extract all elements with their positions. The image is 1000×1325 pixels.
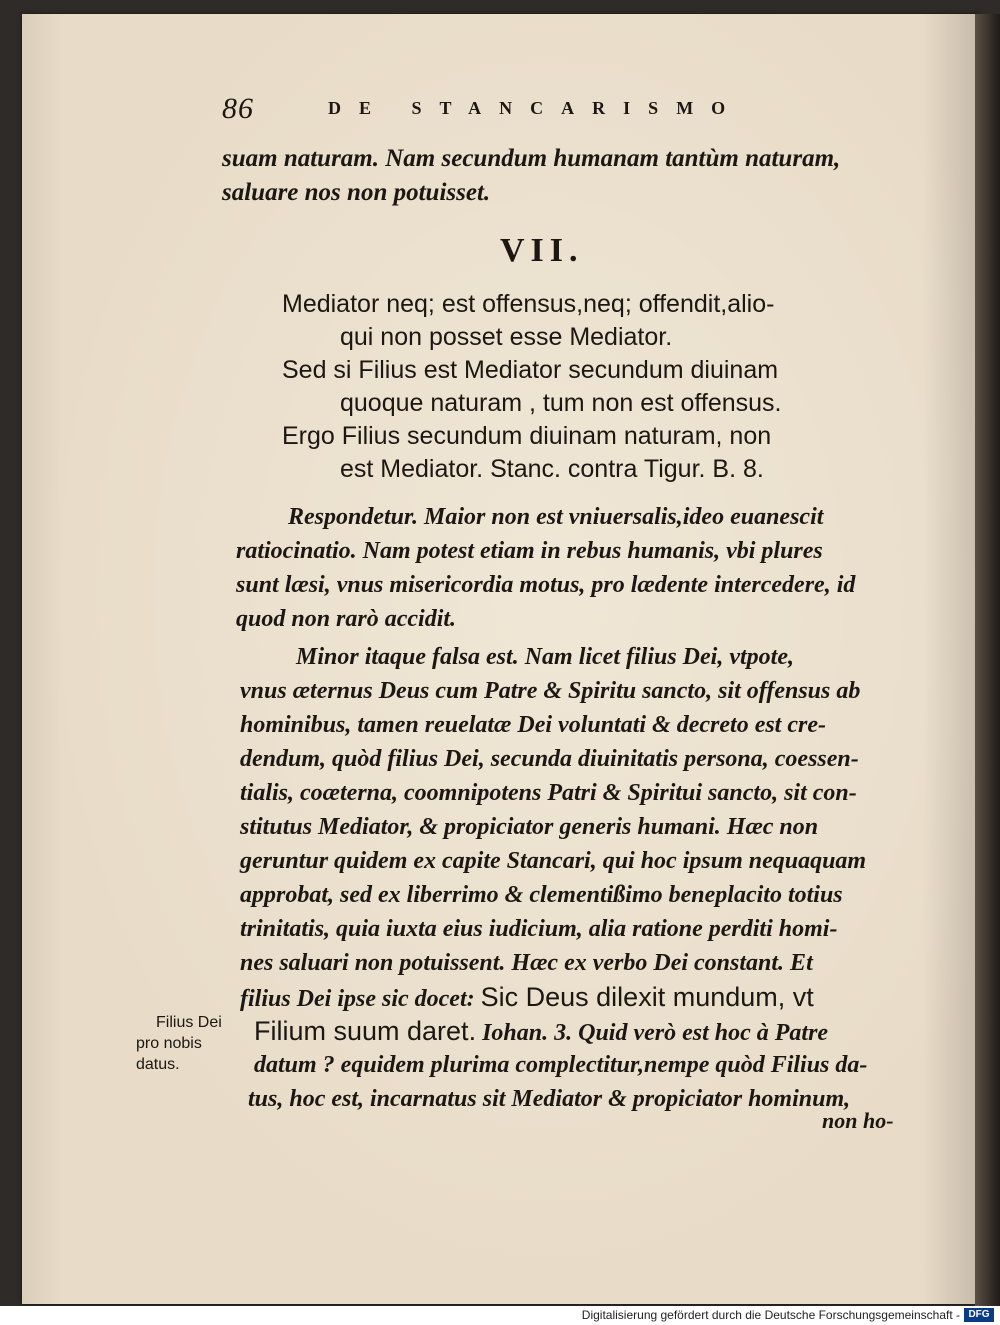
text-line: Respondetur. Maior non est vniuersalis,ideo euanescit [288,504,824,530]
syllogism-conclusion: Ergo Filius secundum diuinam naturam, non [282,422,772,450]
page-number: 86 [222,92,254,125]
text-line: quod non rarò accidit. [236,606,457,632]
text-line: datum ? equidem plurima complectitur,nempe quòd Filius da- [254,1052,868,1078]
intro-text [222,142,840,210]
margin-note-line: datus. [136,1056,180,1073]
paragraph-respondetur [236,500,855,636]
section-heading: VII. [500,232,584,269]
text-line: Minor itaque falsa est. Nam licet filius Dei, vtpote, [296,644,794,670]
text-line: suam naturam. Nam secundum humanam tantùm naturam, [222,145,841,172]
margin-note [136,1012,222,1075]
text-line: approbat, sed ex liberrimo & clementißimo beneplacito totius [240,882,843,908]
margin-note-line: Filius Dei [156,1014,222,1031]
syllogism-major-cont: qui non posset esse Mediator. [340,323,673,351]
text-line [240,980,867,1014]
paragraph-minor [240,640,867,1116]
text-line: vnus æternus Deus cum Patre & Spiritu sancto, sit offensus ab [240,678,861,704]
funding-credit: Digitalisierung gefördert durch die Deutsche Forschungsgemeinschaft - [581,1308,960,1322]
syllogism-conclusion-cont: est Mediator. Stanc. contra Tigur. B. 8. [340,455,764,483]
text-italic: filius Dei ipse sic docet: [240,986,475,1012]
syllogism-minor: Sed si Filius est Mediator secundum diuinam [282,356,779,384]
catchword: non ho- [822,1108,894,1133]
text-line: ratiocinatio. Nam potest etiam in rebus humanis, vbi plures [236,538,823,564]
syllogism-major: Mediator neq; est offensus,neq; offendit,alio- [282,290,775,318]
text-line: tus, hoc est, incarnatus sit Mediator & propiciator hominum, [248,1086,851,1112]
running-head: DE STANCARISMO [328,98,744,118]
text-italic: Iohan. 3. Quid verò est hoc à Patre [482,1020,829,1046]
text-line: nes saluari non potuissent. Hæc ex verbo Dei constant. Et [240,950,813,976]
page-header [222,92,862,132]
margin-note-line: pro nobis [136,1035,202,1052]
quotation-roman: Filium suum daret. [254,1016,477,1046]
page-edge-shadow [975,14,1000,1306]
text-line [254,1014,867,1048]
footer-bar [0,1306,1000,1325]
dfg-logo: DFG [964,1308,994,1322]
text-line: dendum, quòd filius Dei, secunda diuinitatis persona, coessen- [240,746,859,772]
quotation-roman: Sic Deus dilexit mundum, vt [480,982,814,1012]
syllogism-block [282,288,782,486]
text-line: trinitatis, quia iuxta eius iudicium, alia ratione perditi homi- [240,916,838,942]
text-line: tialis, coæterna, coomnipotens Patri & Spiritui sancto, sit con- [240,780,857,806]
text-line: hominibus, tamen reuelatæ Dei voluntati & decreto est cre- [240,712,826,738]
text-line: sunt læsi, vnus misericordia motus, pro lædente intercedere, id [236,572,856,598]
text-line: stitutus Mediator, & propiciator generis humani. Hæc non [240,814,819,840]
text-line: saluare nos non potuisset. [222,179,491,206]
syllogism-minor-cont: quoque naturam , tum non est offensus. [340,389,782,417]
text-line: geruntur quidem ex capite Stancari, qui hoc ipsum nequaquam [240,848,867,874]
